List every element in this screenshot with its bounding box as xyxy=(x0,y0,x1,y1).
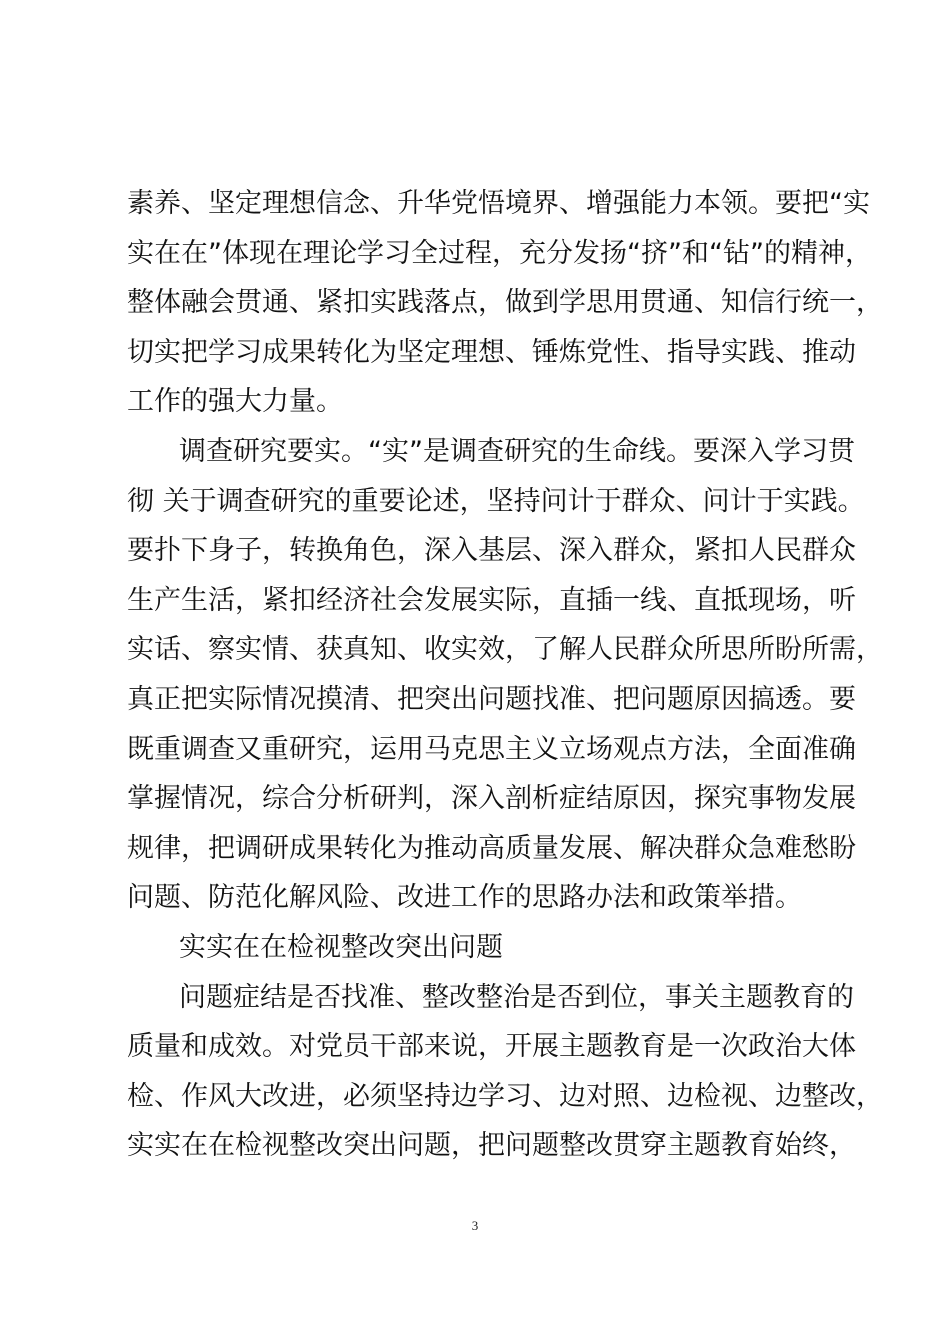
body-text xyxy=(127,179,883,1171)
text-line: 素养、坚定理想信念、升华党悟境界、增强能力本领。要把“实 xyxy=(127,188,870,219)
text-line: 实在在”体现在理论学习全过程，充分发扬“挤”和“钻”的精神， xyxy=(127,237,872,269)
text-line: 真正把实际情况摸清、把突出问题找准、把问题原因搞透。要 xyxy=(127,683,856,715)
page-number: 3 xyxy=(471,1218,479,1233)
text-line: 切实把学习成果转化为坚定理想、锤炼党性、指导实践、推动 xyxy=(127,336,856,368)
text-line: 整体融会贯通、紧扣实践落点，做到学思用贯通、知信行统一， xyxy=(127,287,883,319)
text-line: 问题、防范化解风险、改进工作的思路办法和政策举措。 xyxy=(127,882,802,914)
text-line: 检、作风大改进，必须坚持边学习、边对照、边检视、边整改， xyxy=(127,1080,883,1112)
text-line: 质量和成效。对党员干部来说，开展主题教育是一次政治大体 xyxy=(127,1031,856,1063)
text-line: 彻 关于调查研究的重要论述，坚持问计于群众、问计于实践。 xyxy=(127,485,865,517)
text-line: 要扑下身子，转换角色，深入基层、深入群众，紧扣人民群众 xyxy=(127,535,856,567)
text-line: 实话、察实情、获真知、收实效，了解人民群众所思所盼所需， xyxy=(127,634,883,666)
text-line: 掌握情况，综合分析研判，深入剖析症结原因，探究事物发展 xyxy=(127,783,856,815)
text-line: 既重调查又重研究，运用马克思主义立场观点方法，全面准确 xyxy=(127,733,856,765)
paragraph-start-line: 调查研究要实。“实”是调查研究的生命线。要深入学习贯 xyxy=(179,435,855,467)
paragraph-start-line: 问题症结是否找准、整改整治是否到位，事关主题教育的 xyxy=(179,981,854,1013)
text-line: 生产生活，紧扣经济社会发展实际，直插一线、直抵现场，听 xyxy=(127,584,856,616)
text-line: 实实在在检视整改突出问题，把问题整改贯穿主题教育始终， xyxy=(127,1130,856,1162)
section-heading: 实实在在检视整改突出问题 xyxy=(179,931,503,963)
text-line: 工作的强大力量。 xyxy=(127,386,343,418)
text-line: 规律，把调研成果转化为推动高质量发展、解决群众急难愁盼 xyxy=(127,832,856,864)
